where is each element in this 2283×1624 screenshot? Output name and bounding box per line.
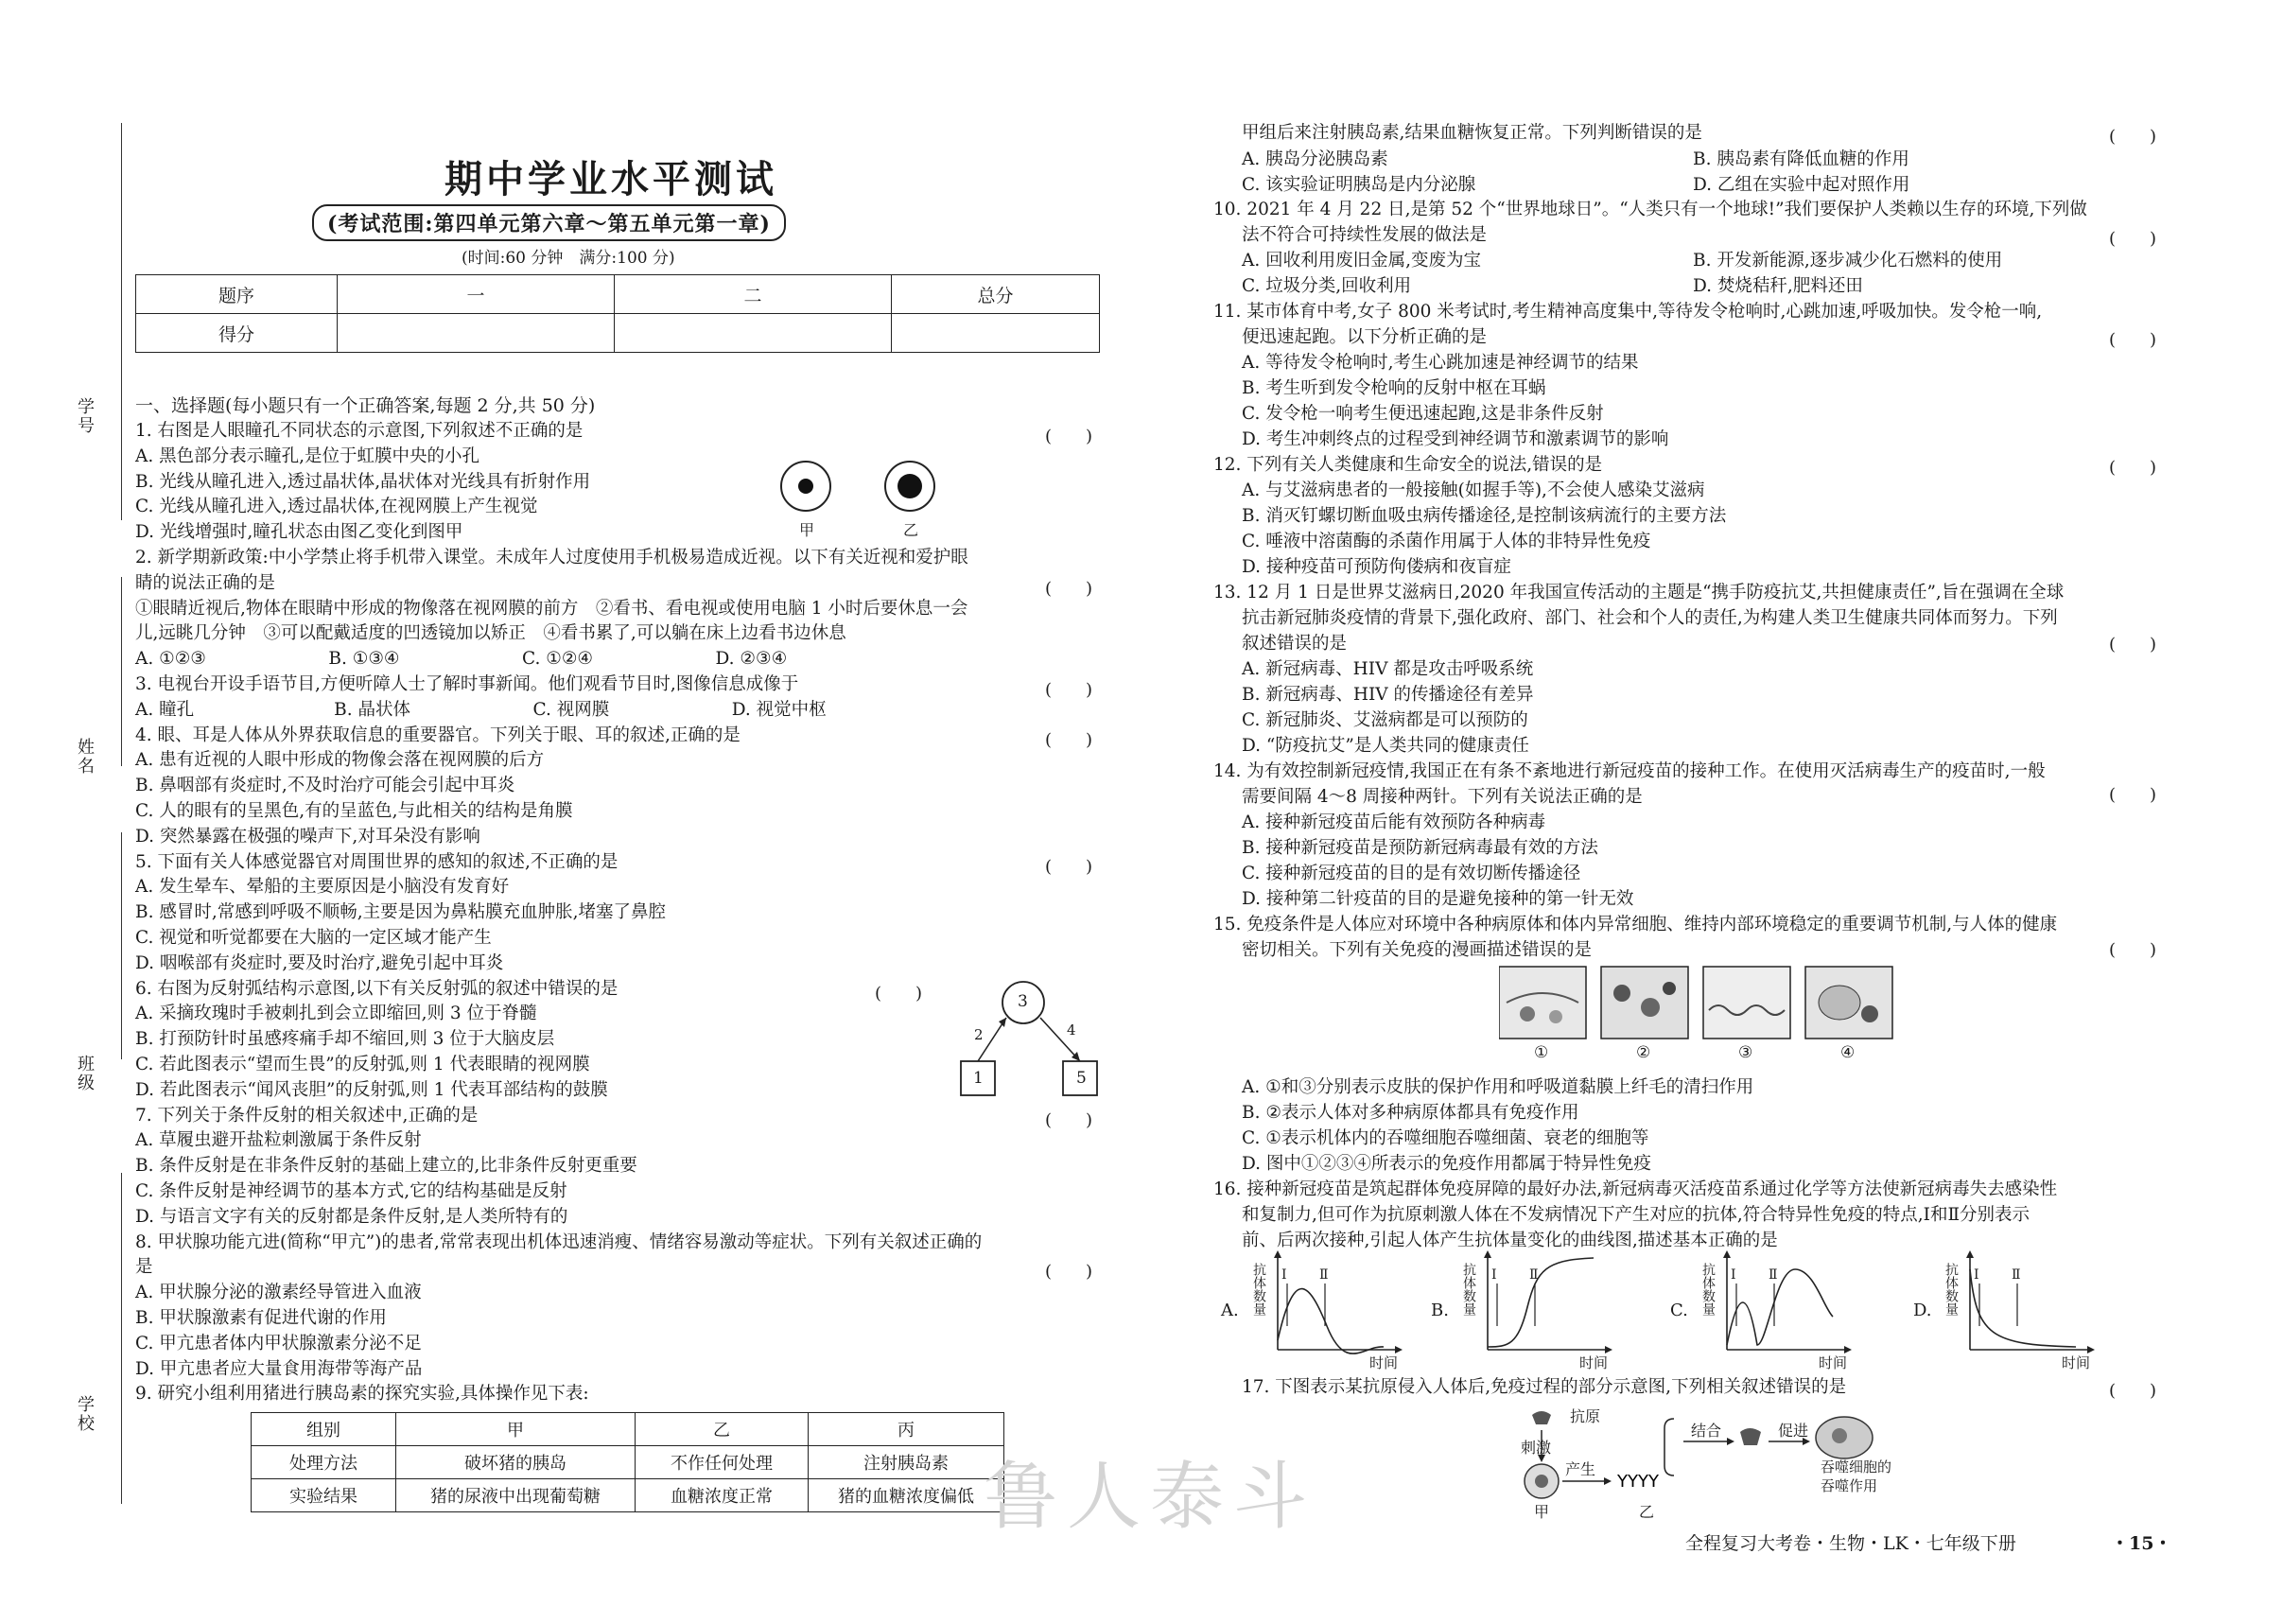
- table-cell: 乙: [636, 1413, 809, 1446]
- question-line: 13. 12 月 1 日是世界艾滋病日,2020 年我国宣传活动的主题是“携手防疫抗艾,共担健康责任”,旨在强调在全球: [1213, 583, 2065, 602]
- eye-jia-label: 甲: [799, 521, 815, 539]
- arc-label-2: 2: [974, 1026, 984, 1043]
- label-produce: 产生: [1565, 1460, 1596, 1478]
- graph-xlabel: 时间: [2062, 1354, 2091, 1371]
- question-line: A. 瞳孔 B. 晶状体 C. 视网膜 D. 视觉中枢: [135, 699, 827, 720]
- question-line: 和复制力,但可作为抗原刺激人体在不发病情况下产生对应的抗体,符合特异性免疫的特点,Ⅰ和Ⅱ分别表示: [1242, 1205, 2030, 1225]
- table-cell: 猪的血糖浓度偏低: [809, 1479, 1004, 1512]
- graph-option-label: A.: [1221, 1301, 1239, 1320]
- question-line: B. 消灭钉螺切断血吸虫病传播途径,是控制该病流行的主要方法: [1242, 506, 1727, 526]
- footer-text: 全程复习大考卷・生物・LK・七年级下册: [1685, 1533, 2016, 1554]
- answer-paren[interactable]: ( ): [1045, 730, 1093, 750]
- comic-panel-3: [1703, 967, 1790, 1039]
- score-input-cell[interactable]: [338, 314, 615, 353]
- question-line: 8. 甲状腺功能亢进(简称“甲亢”)的患者,常常表现出机体迅速消瘦、情绪容易激动等症状。下列有关叙述正确的: [135, 1231, 983, 1252]
- table-cell: 组别: [252, 1413, 396, 1446]
- question-line: B. 新冠病毒、HIV 的传播途径有差异: [1242, 685, 1534, 705]
- question-line: 是: [135, 1257, 153, 1278]
- graph-dose-2: Ⅱ: [1529, 1267, 1539, 1283]
- graph-option-label: D.: [1913, 1301, 1932, 1320]
- question-line: C. 甲亢患者体内甲状腺激素分泌不足: [135, 1333, 422, 1353]
- graph-xlabel: 时间: [1579, 1354, 1609, 1371]
- comic-label-2: ②: [1636, 1043, 1651, 1062]
- question-line: 儿,远眺几分钟 ③可以配戴适度的凹透镜加以矫正 ④看书累了,可以躺在床上边看书边休息: [135, 623, 846, 644]
- question-line: 4. 眼、耳是人体从外界获取信息的重要器官。下列关于眼、耳的叙述,正确的是: [135, 725, 741, 745]
- table-cell: 甲: [396, 1413, 636, 1446]
- class-label: 班级: [75, 1055, 95, 1092]
- option-b: B. 胰岛素有降低血糖的作用: [1693, 149, 1909, 169]
- label-antigen: 抗原: [1570, 1407, 1601, 1425]
- graph-ylabel: 抗体数量: [1461, 1263, 1476, 1316]
- question-line: C. 垃圾分类,回收利用: [1242, 276, 1412, 296]
- question-line: 6. 右图为反射弧结构示意图,以下有关反射弧的叙述中错误的是: [135, 978, 619, 999]
- question-line: B. 条件反射是在非条件反射的基础上建立的,比非条件反射更重要: [135, 1156, 637, 1177]
- answer-paren[interactable]: ( ): [1045, 427, 1093, 446]
- answer-paren[interactable]: ( ): [875, 984, 923, 1004]
- answer-paren[interactable]: ( ): [1045, 1110, 1093, 1130]
- graph-xlabel: 时间: [1369, 1354, 1399, 1371]
- experiment-table: [251, 1412, 1004, 1512]
- question-line: C. 发令枪一响考生便迅速起跑,这是非条件反射: [1242, 404, 1604, 424]
- question-line: D. 突然暴露在极强的噪声下,对耳朵没有影响: [135, 826, 480, 847]
- question-line: A. 回收利用废旧金属,变废为宝: [1242, 251, 1482, 271]
- reflex-arc-figure: [946, 974, 1135, 1116]
- school-label: 学校: [75, 1395, 95, 1433]
- question-line: C. ①表示机体内的吞噬细胞吞噬细菌、衰老的细胞等: [1242, 1128, 1649, 1148]
- question-line: D. 若此图表示“闻风丧胆”的反射弧,则 1 代表耳部结构的鼓膜: [135, 1079, 608, 1100]
- question-line: A. 采摘玫瑰时手被刺扎到会立即缩回,则 3 位于脊髓: [135, 1004, 537, 1024]
- graph-ylabel: 抗体数量: [1943, 1263, 1959, 1316]
- score-cell: 题序: [136, 275, 338, 314]
- answer-paren[interactable]: ( ): [1045, 680, 1093, 700]
- question-line: A. ①②③ B. ①③④ C. ①②④ D. ②③④: [135, 649, 788, 670]
- score-cell: 得分: [136, 314, 338, 353]
- table-cell: 不作任何处理: [636, 1446, 809, 1479]
- question-line: 2. 新学期新政策:中小学禁止将手机带入课堂。未成年人过度使用手机极易造成近视。以下有关近视和爱护眼: [135, 548, 968, 568]
- question-line: 16. 接种新冠疫苗是筑起群体免疫屏障的最好办法,新冠病毒灭活疫苗系通过化学等方法使新冠病毒失去感染性: [1213, 1179, 2058, 1199]
- label-phagocyte-1: 吞噬细胞的: [1821, 1458, 1892, 1476]
- question-line: C. 若此图表示“望而生畏”的反射弧,则 1 代表眼睛的视网膜: [135, 1055, 590, 1074]
- score-cell: 二: [615, 275, 892, 314]
- label-promote: 促进: [1778, 1422, 1809, 1440]
- question-line: 15. 免疫条件是人体应对环境中各种病原体和体内异常细胞、维持内部环境稳定的重要调节机制,与人体的健康: [1213, 915, 2058, 934]
- answer-paren[interactable]: ( ): [2109, 1381, 2157, 1401]
- question-line: 1. 右图是人眼瞳孔不同状态的示意图,下列叙述不正确的是: [135, 421, 584, 441]
- binding-line: [121, 577, 122, 766]
- watermark: 鲁人泰斗: [984, 1455, 1317, 1540]
- answer-paren[interactable]: ( ): [2109, 635, 2157, 655]
- graph-option-label: C.: [1670, 1301, 1688, 1320]
- question-line: D. 接种第二针疫苗的目的是避免接种的第一针无效: [1242, 889, 1634, 909]
- question-line: D. 咽喉部有炎症时,要及时治疗,避免引起中耳炎: [135, 952, 504, 973]
- student-id-label: 学号: [75, 397, 95, 435]
- graph-dose-2: Ⅱ: [2012, 1267, 2021, 1283]
- question-line: 前、后两次接种,引起人体产生抗体量变化的曲线图,描述基本正确的是: [1242, 1231, 1778, 1250]
- table-cell: 处理方法: [252, 1446, 396, 1479]
- score-input-cell[interactable]: [892, 314, 1100, 353]
- comic-label-3: ③: [1738, 1043, 1753, 1062]
- question-line: D. 接种疫苗可预防佝偻病和夜盲症: [1242, 557, 1511, 577]
- question-line: A. 与艾滋病患者的一般接触(如握手等),不会使人感染艾滋病: [1242, 480, 1705, 500]
- graph-xlabel: 时间: [1819, 1354, 1848, 1371]
- question-line: C. 唾液中溶菌酶的杀菌作用属于人体的非特异性免疫: [1242, 532, 1651, 551]
- question-line: A. 患有近视的人眼中形成的物像会落在视网膜的后方: [135, 750, 545, 771]
- question-line: 叙述错误的是: [1242, 634, 1348, 654]
- question-line: B. ②表示人体对多种病原体都具有免疫作用: [1242, 1103, 1579, 1123]
- binding-line: [121, 832, 122, 1059]
- label-bind: 结合: [1691, 1422, 1722, 1440]
- answer-paren[interactable]: ( ): [1045, 1262, 1093, 1282]
- question-line: 便迅速起跑。以下分析正确的是: [1242, 327, 1488, 347]
- table-cell: 实验结果: [252, 1479, 396, 1512]
- answer-paren[interactable]: ( ): [1045, 857, 1093, 877]
- option-d: D. 焚烧秸秆,肥料还田: [1693, 276, 1863, 296]
- question-line: C. 视觉和听觉都要在大脑的一定区域才能产生: [135, 928, 492, 948]
- antibody-graph-c: [1691, 1250, 1880, 1392]
- question-line: D. 考生冲刺终点的过程受到神经调节和激素调节的影响: [1242, 429, 1669, 449]
- label-yi: 乙: [1639, 1503, 1655, 1521]
- graph-ylabel: 抗体数量: [1700, 1263, 1716, 1316]
- question-line: C. 人的眼有的呈黑色,有的呈蓝色,与此相关的结构是角膜: [135, 801, 573, 821]
- graph-dose-2: Ⅱ: [1319, 1267, 1329, 1283]
- question-line: 10. 2021 年 4 月 22 日,是第 52 个“世界地球日”。“人类只有一个地球!”我们要保护人类赖以生存的环境,下列做: [1213, 200, 2087, 219]
- comic-panel-1: [1499, 967, 1586, 1039]
- question-line: 法不符合可持续性发展的做法是: [1242, 225, 1488, 245]
- question-line: D. 与语言文字有关的反射都是条件反射,是人类所特有的: [135, 1206, 568, 1227]
- answer-paren[interactable]: ( ): [1045, 579, 1093, 599]
- arc-node-1: 1: [973, 1069, 984, 1088]
- question-line: 需要间隔 4～8 周接种两针。下列有关说法正确的是: [1242, 787, 1643, 807]
- page-title: 期中学业水平测试: [444, 157, 777, 201]
- question-line: 7. 下列关于条件反射的相关叙述中,正确的是: [135, 1105, 479, 1126]
- binding-line: [121, 1173, 122, 1504]
- eye-yi-pupil: [898, 474, 922, 498]
- graph-option-label: B.: [1431, 1301, 1449, 1320]
- question-line: D. 图中①②③④所表示的免疫作用都属于特异性免疫: [1242, 1154, 1651, 1174]
- question-line: 抗击新冠肺炎疫情的背景下,强化政府、部门、社会和个人的责任,为构建人类卫生健康共同体而努力。下列: [1242, 608, 2058, 628]
- question-line: 11. 某市体育中考,女子 800 米考试时,考生精神高度集中,等待发令枪响时,心跳加速,呼吸加快。发令枪一响,: [1213, 302, 2043, 322]
- comic-label-4: ④: [1840, 1043, 1856, 1062]
- question-line: B. 打预防针时虽感疼痛手却不缩回,则 3 位于大脑皮层: [135, 1029, 555, 1050]
- graph-ylabel: 抗体数量: [1251, 1263, 1266, 1316]
- label-stimulate: 刺激: [1521, 1439, 1552, 1457]
- question-line: A. 草履虫避开盐粒刺激属于条件反射: [135, 1130, 422, 1151]
- question-line: B. 接种新冠疫苗是预防新冠病毒最有效的方法: [1242, 838, 1598, 858]
- question-line: A. 新冠病毒、HIV 都是攻击呼吸系统: [1242, 659, 1534, 679]
- question-line: 甲组后来注射胰岛素,结果血糖恢复正常。下列判断错误的是: [1242, 123, 1702, 143]
- question-line: 5. 下面有关人体感觉器官对周围世界的感知的叙述,不正确的是: [135, 851, 619, 872]
- question-line: D. 甲亢患者应大量食用海带等海产品: [135, 1358, 423, 1379]
- answer-paren[interactable]: ( ): [2109, 785, 2157, 805]
- score-cell: 总分: [892, 275, 1100, 314]
- question-line: 密切相关。下列有关免疫的漫画描述错误的是: [1242, 940, 1593, 960]
- antibody-graph-a: [1242, 1250, 1431, 1392]
- answer-paren[interactable]: ( ): [2109, 458, 2157, 478]
- svg-text:YYYY: YYYY: [1617, 1472, 1659, 1492]
- table-cell: 丙: [809, 1413, 1004, 1446]
- graph-dose-1: Ⅰ: [1281, 1267, 1287, 1283]
- exam-range: (考试范围:第四单元第六章～第五单元第一章): [312, 204, 786, 241]
- question-line: D. 光线增强时,瞳孔状态由图乙变化到图甲: [135, 522, 463, 543]
- question-line: B. 光线从瞳孔进入,透过晶状体,晶状体对光线具有折射作用: [135, 471, 591, 492]
- score-cell: 一: [338, 275, 615, 314]
- label-phagocyte-2: 吞噬作用: [1821, 1477, 1878, 1494]
- question-line: A. 甲状腺分泌的激素经导管进入血液: [135, 1283, 422, 1303]
- arc-node-5: 5: [1076, 1069, 1087, 1088]
- name-label: 姓名: [75, 738, 95, 776]
- answer-paren[interactable]: ( ): [2109, 127, 2157, 147]
- question-line: A. ①和③分别表示皮肤的保护作用和呼吸道黏膜上纤毛的清扫作用: [1242, 1077, 1754, 1097]
- question-line: A. 等待发令枪响时,考生心跳加速是神经调节的结果: [1242, 353, 1639, 373]
- table-cell: 血糖浓度正常: [636, 1479, 809, 1512]
- graph-dose-1: Ⅰ: [1731, 1267, 1736, 1283]
- graph-dose-2: Ⅱ: [1769, 1267, 1778, 1283]
- question-line: A. 胰岛分泌胰岛素: [1242, 149, 1388, 169]
- question-line: C. 该实验证明胰岛是内分泌腺: [1242, 175, 1476, 195]
- answer-paren[interactable]: ( ): [2109, 330, 2157, 350]
- question-line: 14. 为有效控制新冠疫情,我国正在有条不紊地进行新冠疫苗的接种工作。在使用灭活病毒生产的疫苗时,一般: [1213, 761, 2046, 781]
- question-line: B. 鼻咽部有炎症时,不及时治疗可能会引起中耳炎: [135, 776, 515, 796]
- table-cell: 破坏猪的胰岛: [396, 1446, 636, 1479]
- graph-dose-1: Ⅰ: [1491, 1267, 1497, 1283]
- question-17: 17. 下图表示某抗原侵入人体后,免疫过程的部分示意图,下列相关叙述错误的是: [1242, 1377, 1847, 1397]
- question-line: C. 新冠肺炎、艾滋病都是可以预防的: [1242, 710, 1528, 730]
- binding-line: [121, 123, 122, 520]
- answer-paren[interactable]: ( ): [2109, 229, 2157, 249]
- label-jia: 甲: [1534, 1503, 1550, 1521]
- question-line: 9. 研究小组利用猪进行胰岛素的探究实验,具体操作见下表:: [135, 1384, 589, 1405]
- option-d: D. 乙组在实验中起对照作用: [1693, 175, 1910, 195]
- option-b: B. 开发新能源,逐步减少化石燃料的使用: [1693, 251, 2003, 271]
- score-table: [135, 274, 1100, 353]
- table-cell: 注射胰岛素: [809, 1446, 1004, 1479]
- comic-label-1: ①: [1534, 1043, 1549, 1062]
- question-line: B. 感冒时,常感到呼吸不顺畅,主要是因为鼻粘膜充血肿胀,堵塞了鼻腔: [135, 902, 667, 923]
- antibody-graph-b: [1452, 1250, 1641, 1392]
- page-number: ・15・: [2111, 1533, 2172, 1554]
- graph-dose-1: Ⅰ: [1974, 1267, 1979, 1283]
- section-heading: 一、选择题(每小题只有一个正确答案,每题 2 分,共 50 分): [135, 395, 596, 416]
- question-line: C. 光线从瞳孔进入,透过晶状体,在视网膜上产生视觉: [135, 497, 538, 517]
- question-line: B. 考生听到发令枪响的反射中枢在耳蜗: [1242, 378, 1546, 398]
- eye-yi-label: 乙: [903, 521, 919, 539]
- time-info: (时间:60 分钟 满分:100 分): [462, 249, 675, 268]
- question-line: C. 接种新冠疫苗的目的是有效切断传播途径: [1242, 864, 1581, 883]
- antibody-graph-d: [1934, 1250, 2123, 1392]
- question-line: D. “防疫抗艾”是人类共同的健康责任: [1242, 736, 1529, 756]
- question-line: A. 发生晕车、晕船的主要原因是小脑没有发育好: [135, 877, 510, 898]
- question-line: B. 甲状腺激素有促进代谢的作用: [135, 1308, 387, 1328]
- question-line: 12. 下列有关人类健康和生命安全的说法,错误的是: [1213, 455, 1603, 475]
- question-line: A. 接种新冠疫苗后能有效预防各种病毒: [1242, 812, 1546, 832]
- immunity-comic-strip: [1499, 965, 1896, 1059]
- question-line: C. 条件反射是神经调节的基本方式,它的结构基础是反射: [135, 1181, 567, 1201]
- score-input-cell[interactable]: [615, 314, 892, 353]
- question-line: ①眼睛近视后,物体在眼睛中形成的物像落在视网膜的前方 ②看书、看电视或使用电脑 1 小时后要休息一会: [135, 598, 968, 619]
- table-cell: 猪的尿液中出现葡萄糖: [396, 1479, 636, 1512]
- arc-label-4: 4: [1067, 1022, 1076, 1039]
- question-line: 3. 电视台开设手语节目,方便听障人士了解时事新闻。他们观看节目时,图像信息成像于: [135, 674, 799, 694]
- eye-jia-pupil: [798, 479, 813, 494]
- question-line: A. 黑色部分表示瞳孔,是位于虹膜中央的小孔: [135, 445, 480, 466]
- answer-paren[interactable]: ( ): [2109, 940, 2157, 960]
- arc-node-3: 3: [1018, 992, 1028, 1011]
- question-line: 睛的说法正确的是: [135, 572, 276, 593]
